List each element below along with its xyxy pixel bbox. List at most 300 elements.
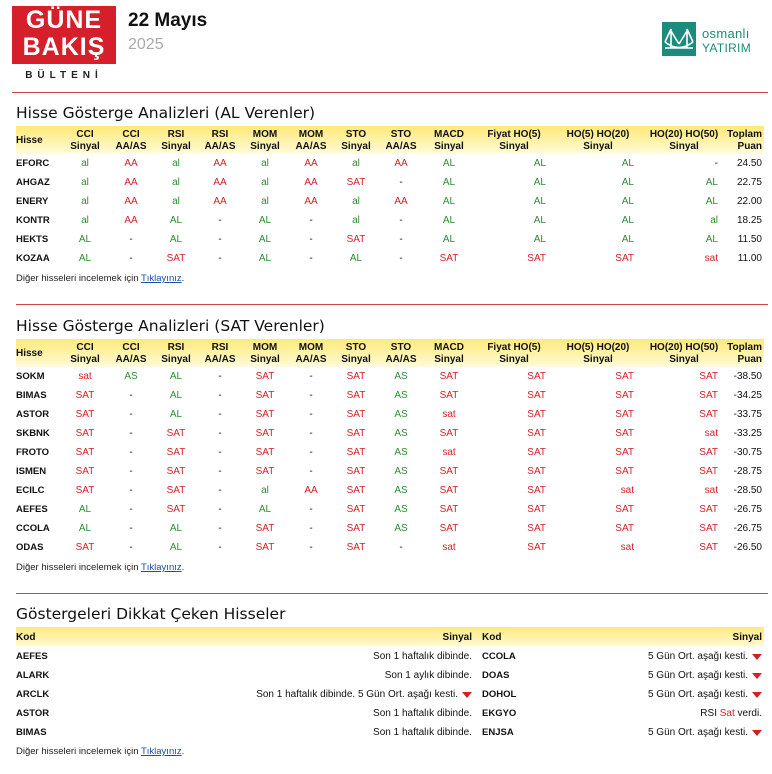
dikkat-table-body <box>16 647 764 742</box>
signal-cell: AA <box>304 158 318 169</box>
ticker-cell: AEFES <box>16 651 48 662</box>
ticker-cell: ENJSA <box>482 727 514 738</box>
signal-cell: AL <box>169 371 183 382</box>
ticker-cell: AEFES <box>16 504 48 515</box>
signal-cell: - <box>129 447 133 458</box>
sat-col-header: Fiyat HO(5) Sinyal <box>487 341 541 365</box>
signal-cell: SAT <box>527 428 546 439</box>
signal-cell: al <box>81 158 89 169</box>
signal-cell: SAT <box>75 485 95 496</box>
signal-cell: SAT <box>346 409 366 420</box>
signal-cell: al <box>261 158 269 169</box>
signal-cell: SAT <box>346 542 366 553</box>
al-section <box>16 102 764 287</box>
signal-cell: al <box>710 215 718 226</box>
signal-cell: AL <box>621 177 634 188</box>
signal-cell: AL <box>442 196 456 207</box>
sat-col-header: STO Sinyal <box>341 341 371 365</box>
signal-cell: AS <box>394 390 408 401</box>
sat-table-header <box>16 339 764 367</box>
report-year: 2025 <box>128 36 164 53</box>
signal-cell: AL <box>78 253 92 264</box>
report-date: 22 Mayıs <box>128 10 208 31</box>
total-score-cell: -34.25 <box>733 390 762 401</box>
signal-cell <box>76 689 482 700</box>
signal-cell: AA <box>394 196 408 207</box>
signal-cell: SAT <box>699 466 718 477</box>
signal-cell: AA <box>304 177 318 188</box>
signal-cell: SAT <box>615 466 634 477</box>
signal-text: Son 1 haftalık dibinde. 5 Gün Ort. aşağı kesti. <box>256 689 458 700</box>
al-col-header: MOM AA/AS <box>295 128 327 152</box>
signal-cell: AL <box>533 234 546 245</box>
al-col-header: STO Sinyal <box>341 128 371 152</box>
signal-cell: AA <box>124 177 138 188</box>
table-row <box>16 405 764 424</box>
signal-cell: al <box>261 196 269 207</box>
signal-cell: AA <box>394 158 408 169</box>
signal-cell: AS <box>394 371 408 382</box>
signal-cell: SAT <box>527 447 546 458</box>
signal-cell: - <box>309 371 313 382</box>
signal-cell: - <box>129 390 133 401</box>
signal-cell: AS <box>394 447 408 458</box>
dikkat-col-sinyal-left: Sinyal <box>442 631 472 643</box>
signal-cell: AL <box>169 409 183 420</box>
signal-cell: AL <box>533 215 546 226</box>
sat-col-header: STO AA/AS <box>385 341 417 365</box>
sat-section <box>16 315 764 576</box>
signal-cell: SAT <box>615 523 634 534</box>
signal-cell: - <box>309 428 313 439</box>
sat-col-header: MOM Sinyal <box>250 341 280 365</box>
signal-cell: - <box>218 485 222 496</box>
signal-cell: AA <box>213 177 227 188</box>
signal-cell: AS <box>394 428 408 439</box>
signal-cell <box>542 689 764 700</box>
signal-cell: SAT <box>439 253 459 264</box>
brand-name: osmanlı <box>702 26 750 41</box>
signal-cell: sat <box>620 485 634 496</box>
signal-cell: SAT <box>255 542 275 553</box>
down-triangle-icon <box>752 673 762 679</box>
dikkat-note-dot: . <box>181 746 185 757</box>
ticker-cell: ODAS <box>16 542 44 553</box>
al-col-header: CCI Sinyal <box>70 128 100 152</box>
signal-cell: SAT <box>75 466 95 477</box>
ticker-cell: KOZAA <box>16 253 50 264</box>
signal-cell: AA <box>304 485 318 496</box>
dikkat-row <box>16 704 764 723</box>
al-col-header: MOM Sinyal <box>250 128 280 152</box>
signal-cell: SAT <box>439 428 459 439</box>
signal-cell: SAT <box>255 371 275 382</box>
signal-cell: - <box>129 485 133 496</box>
signal-text: Son 1 haftalık dibinde. <box>373 651 472 662</box>
signal-cell: - <box>218 466 222 477</box>
signal-cell: SAT <box>346 390 366 401</box>
signal-cell: AL <box>258 253 272 264</box>
al-col-header: RSI AA/AS <box>204 128 236 152</box>
dikkat-col-kod-left: Kod <box>16 631 36 643</box>
signal-cell: AL <box>442 215 456 226</box>
down-triangle-icon <box>462 692 472 698</box>
dikkat-note <box>16 746 764 760</box>
signal-cell: AL <box>258 234 272 245</box>
table-row <box>16 230 764 249</box>
signal-cell: AL <box>705 196 718 207</box>
al-table-header <box>16 126 764 154</box>
signal-cell <box>542 708 764 719</box>
signal-cell: SAT <box>439 371 459 382</box>
signal-cell: AL <box>621 215 634 226</box>
total-score-cell: -28.75 <box>733 466 762 477</box>
table-row <box>16 154 764 173</box>
signal-cell <box>76 670 482 681</box>
total-score-cell: 24.50 <box>736 158 762 169</box>
signal-cell: SAT <box>699 447 718 458</box>
sat-col-header: Toplam Puan <box>727 341 762 365</box>
sat-col-header: HO(5) HO(20) Sinyal <box>566 341 630 365</box>
signal-cell: AS <box>124 371 138 382</box>
ticker-cell: ARCLK <box>16 689 50 700</box>
signal-cell: AL <box>533 196 546 207</box>
ticker-cell: DOHOL <box>482 689 517 700</box>
signal-text: Son 1 haftalık dibinde. <box>373 727 472 738</box>
signal-cell: AL <box>258 215 272 226</box>
sat-col-header: Hisse <box>16 347 43 359</box>
signal-cell: - <box>129 234 133 245</box>
section-divider-2 <box>16 593 768 594</box>
gunebakis-logo <box>12 6 116 86</box>
ticker-cell: AHGAZ <box>16 177 50 188</box>
signal-text: RSI Sat verdi. <box>700 708 762 719</box>
signal-cell: AA <box>124 158 138 169</box>
signal-cell: SAT <box>439 504 459 515</box>
signal-cell: - <box>714 158 718 169</box>
signal-cell: SAT <box>255 428 275 439</box>
signal-cell: SAT <box>699 523 718 534</box>
signal-cell: al <box>352 196 360 207</box>
al-col-header: CCI AA/AS <box>115 128 147 152</box>
total-score-cell: -26.50 <box>733 542 762 553</box>
signal-cell: SAT <box>699 390 718 401</box>
dikkat-col-kod-right: Kod <box>482 631 502 643</box>
signal-cell: SAT <box>346 234 366 245</box>
al-section-title: Hisse Gösterge Analizleri (AL Verenler) <box>16 104 316 122</box>
ticker-cell: KONTR <box>16 215 50 226</box>
down-triangle-icon <box>752 654 762 660</box>
table-row <box>16 424 764 443</box>
signal-cell: SAT <box>615 253 634 264</box>
total-score-cell: -38.50 <box>733 371 762 382</box>
signal-cell: SAT <box>615 371 634 382</box>
signal-cell: - <box>218 371 222 382</box>
ticker-cell: SKBNK <box>16 428 50 439</box>
al-col-header: Toplam Puan <box>727 128 762 152</box>
signal-cell: SAT <box>166 485 186 496</box>
table-row <box>16 211 764 230</box>
signal-cell: al <box>81 215 89 226</box>
signal-cell: AS <box>394 466 408 477</box>
signal-cell: SAT <box>699 371 718 382</box>
signal-cell: al <box>81 177 89 188</box>
signal-cell: SAT <box>255 523 275 534</box>
signal-cell: - <box>129 542 133 553</box>
signal-cell: AL <box>621 196 634 207</box>
sat-col-header: CCI AA/AS <box>115 341 147 365</box>
signal-cell: SAT <box>166 447 186 458</box>
signal-cell: SAT <box>346 177 366 188</box>
signal-cell: - <box>399 234 403 245</box>
ticker-cell: EFORC <box>16 158 50 169</box>
signal-cell: AL <box>533 177 546 188</box>
table-row <box>16 481 764 500</box>
ticker-cell: EKGYO <box>482 708 517 719</box>
signal-cell: SAT <box>527 542 546 553</box>
ticker-cell: ECILC <box>16 485 45 496</box>
table-row <box>16 386 764 405</box>
signal-cell: al <box>172 177 180 188</box>
signal-text: Son 1 aylık dibinde. <box>384 670 472 681</box>
ticker-cell: ASTOR <box>16 708 50 719</box>
signal-cell: AL <box>349 253 363 264</box>
total-score-cell: 22.00 <box>736 196 762 207</box>
signal-cell: sat <box>78 371 92 382</box>
dikkat-more-link[interactable]: Tıklayınız <box>140 746 182 757</box>
sat-note-dot: . <box>181 562 185 573</box>
signal-cell: AA <box>213 158 227 169</box>
signal-cell: - <box>218 409 222 420</box>
bridge-icon <box>662 22 696 56</box>
signal-cell: SAT <box>699 504 718 515</box>
signal-cell: al <box>352 158 360 169</box>
signal-cell: sat <box>442 447 456 458</box>
signal-cell: - <box>309 390 313 401</box>
al-note <box>16 273 764 287</box>
signal-cell <box>542 651 764 662</box>
page-header <box>12 6 764 86</box>
signal-cell: AL <box>621 234 634 245</box>
table-row <box>16 367 764 386</box>
signal-cell: al <box>261 177 269 188</box>
signal-cell: al <box>172 196 180 207</box>
al-more-link[interactable]: Tıklayınız <box>140 273 182 284</box>
signal-cell: - <box>218 253 222 264</box>
total-score-cell: 11.50 <box>737 234 762 245</box>
total-score-cell: -28.50 <box>733 485 762 496</box>
signal-cell: - <box>218 523 222 534</box>
signal-cell: - <box>309 409 313 420</box>
table-row <box>16 538 764 557</box>
signal-cell: SAT <box>615 409 634 420</box>
signal-cell: SAT <box>615 428 634 439</box>
signal-cell: SAT <box>346 523 366 534</box>
signal-cell: SAT <box>75 390 95 401</box>
signal-cell: - <box>218 234 222 245</box>
signal-cell: - <box>309 523 313 534</box>
signal-cell: SAT <box>255 466 275 477</box>
sat-more-link[interactable]: Tıklayınız <box>140 562 182 573</box>
signal-cell: - <box>218 390 222 401</box>
signal-cell: - <box>309 234 313 245</box>
sat-col-header: RSI AA/AS <box>204 341 236 365</box>
dikkat-row <box>16 666 764 685</box>
signal-text: 5 Gün Ort. aşağı kesti. <box>647 727 748 738</box>
signal-cell: - <box>309 253 313 264</box>
sat-table <box>16 339 764 557</box>
signal-cell: SAT <box>346 485 366 496</box>
signal-cell: - <box>218 428 222 439</box>
signal-cell: - <box>218 542 222 553</box>
signal-cell: AL <box>78 234 92 245</box>
signal-cell: - <box>309 542 313 553</box>
signal-cell: AA <box>213 196 227 207</box>
signal-cell: - <box>129 466 133 477</box>
signal-cell <box>542 727 764 738</box>
ticker-cell: ISMEN <box>16 466 47 477</box>
signal-cell: sat <box>620 542 634 553</box>
total-score-cell: -26.75 <box>733 504 762 515</box>
signal-cell: - <box>309 466 313 477</box>
signal-cell: - <box>309 504 313 515</box>
signal-cell <box>76 727 482 738</box>
ticker-cell: ALARK <box>16 670 50 681</box>
total-score-cell: -26.75 <box>733 523 762 534</box>
total-score-cell: -33.25 <box>733 428 762 439</box>
sat-note <box>16 562 764 576</box>
signal-cell: AL <box>442 234 456 245</box>
signal-cell: AL <box>533 158 546 169</box>
sat-note-text: Diğer hisseleri incelemek için <box>16 562 141 573</box>
al-col-header: MACD Sinyal <box>434 128 464 152</box>
dikkat-note-text: Diğer hisseleri incelemek için <box>16 746 141 757</box>
signal-cell: SAT <box>439 390 459 401</box>
signal-cell: AS <box>394 409 408 420</box>
dikkat-section-title: Göstergeleri Dikkat Çeken Hisseler <box>16 605 286 623</box>
signal-cell: - <box>399 253 403 264</box>
signal-cell: SAT <box>166 253 186 264</box>
signal-cell: AL <box>705 177 718 188</box>
dikkat-row <box>16 647 764 666</box>
ticker-cell: HEKTS <box>16 234 49 245</box>
signal-cell: - <box>309 215 313 226</box>
signal-cell: - <box>218 447 222 458</box>
signal-cell: AL <box>258 504 272 515</box>
signal-cell <box>542 670 764 681</box>
signal-cell: SAT <box>699 409 718 420</box>
signal-cell: - <box>218 215 222 226</box>
sat-col-header: MOM AA/AS <box>295 341 327 365</box>
signal-cell: SAT <box>699 542 718 553</box>
signal-cell: AL <box>169 542 183 553</box>
signal-cell: - <box>399 177 403 188</box>
signal-cell: al <box>172 158 180 169</box>
signal-cell: AS <box>394 504 408 515</box>
signal-cell: SAT <box>439 485 459 496</box>
signal-cell: SAT <box>75 447 95 458</box>
signal-cell: SAT <box>346 447 366 458</box>
logo-line-1: GÜNE <box>25 6 103 34</box>
ticker-cell: BIMAS <box>16 390 47 401</box>
signal-cell: SAT <box>527 485 546 496</box>
down-triangle-icon <box>752 730 762 736</box>
signal-cell: sat <box>442 542 456 553</box>
signal-cell: AL <box>78 504 92 515</box>
ticker-cell: ENERY <box>16 196 49 207</box>
signal-cell: SAT <box>255 390 275 401</box>
signal-cell: SAT <box>75 428 95 439</box>
signal-cell: - <box>399 542 403 553</box>
dikkat-row <box>16 685 764 704</box>
signal-cell: - <box>129 428 133 439</box>
signal-cell: SAT <box>439 466 459 477</box>
sat-col-header: HO(20) HO(50) Sinyal <box>649 341 719 365</box>
signal-cell: SAT <box>615 447 634 458</box>
signal-cell: al <box>81 196 89 207</box>
signal-cell: SAT <box>346 428 366 439</box>
signal-cell: SAT <box>527 523 546 534</box>
signal-cell: AL <box>169 523 183 534</box>
dikkat-section <box>16 603 764 760</box>
al-col-header: HO(20) HO(50) Sinyal <box>649 128 719 152</box>
sat-col-header: MACD Sinyal <box>434 341 464 365</box>
ticker-cell: CCOLA <box>16 523 50 534</box>
signal-cell: AL <box>169 390 183 401</box>
signal-cell: AS <box>394 485 408 496</box>
signal-text: 5 Gün Ort. aşağı kesti. <box>647 670 748 681</box>
logo-line-2: BAKIŞ <box>22 33 106 61</box>
sat-col-header: CCI Sinyal <box>70 341 100 365</box>
signal-cell: - <box>129 253 133 264</box>
signal-cell: SAT <box>166 504 186 515</box>
total-score-cell: 18.25 <box>736 215 762 226</box>
al-note-text: Diğer hisseleri incelemek için <box>16 273 141 284</box>
signal-cell: SAT <box>527 390 546 401</box>
signal-cell: - <box>399 215 403 226</box>
ticker-cell: FROTO <box>16 447 50 458</box>
brand-name-2: YATIRIM <box>702 41 751 55</box>
table-row <box>16 462 764 481</box>
ticker-cell: CCOLA <box>482 651 516 662</box>
ticker-cell: BIMAS <box>16 727 47 738</box>
ticker-cell: DOAS <box>482 670 510 681</box>
signal-cell: AL <box>705 234 718 245</box>
signal-cell: AL <box>169 234 183 245</box>
signal-cell: sat <box>704 428 718 439</box>
down-triangle-icon <box>752 692 762 698</box>
signal-cell: sat <box>704 253 718 264</box>
table-row <box>16 500 764 519</box>
al-col-header: HO(5) HO(20) Sinyal <box>566 128 630 152</box>
dikkat-col-sinyal-right: Sinyal <box>732 631 762 643</box>
signal-cell: AL <box>442 158 456 169</box>
sat-col-header: RSI Sinyal <box>161 341 191 365</box>
al-col-header: STO AA/AS <box>385 128 417 152</box>
signal-cell: AS <box>394 523 408 534</box>
signal-cell: sat <box>442 409 456 420</box>
signal-cell: - <box>129 504 133 515</box>
signal-cell: al <box>352 215 360 226</box>
signal-cell: SAT <box>527 409 546 420</box>
signal-cell: - <box>129 523 133 534</box>
signal-cell: SAT <box>255 409 275 420</box>
logo-subtitle: BÜLTENİ <box>25 70 103 81</box>
total-score-cell: -33.75 <box>733 409 762 420</box>
total-score-cell: 11.00 <box>737 253 762 264</box>
signal-cell: SAT <box>527 253 546 264</box>
signal-cell: AA <box>304 196 318 207</box>
